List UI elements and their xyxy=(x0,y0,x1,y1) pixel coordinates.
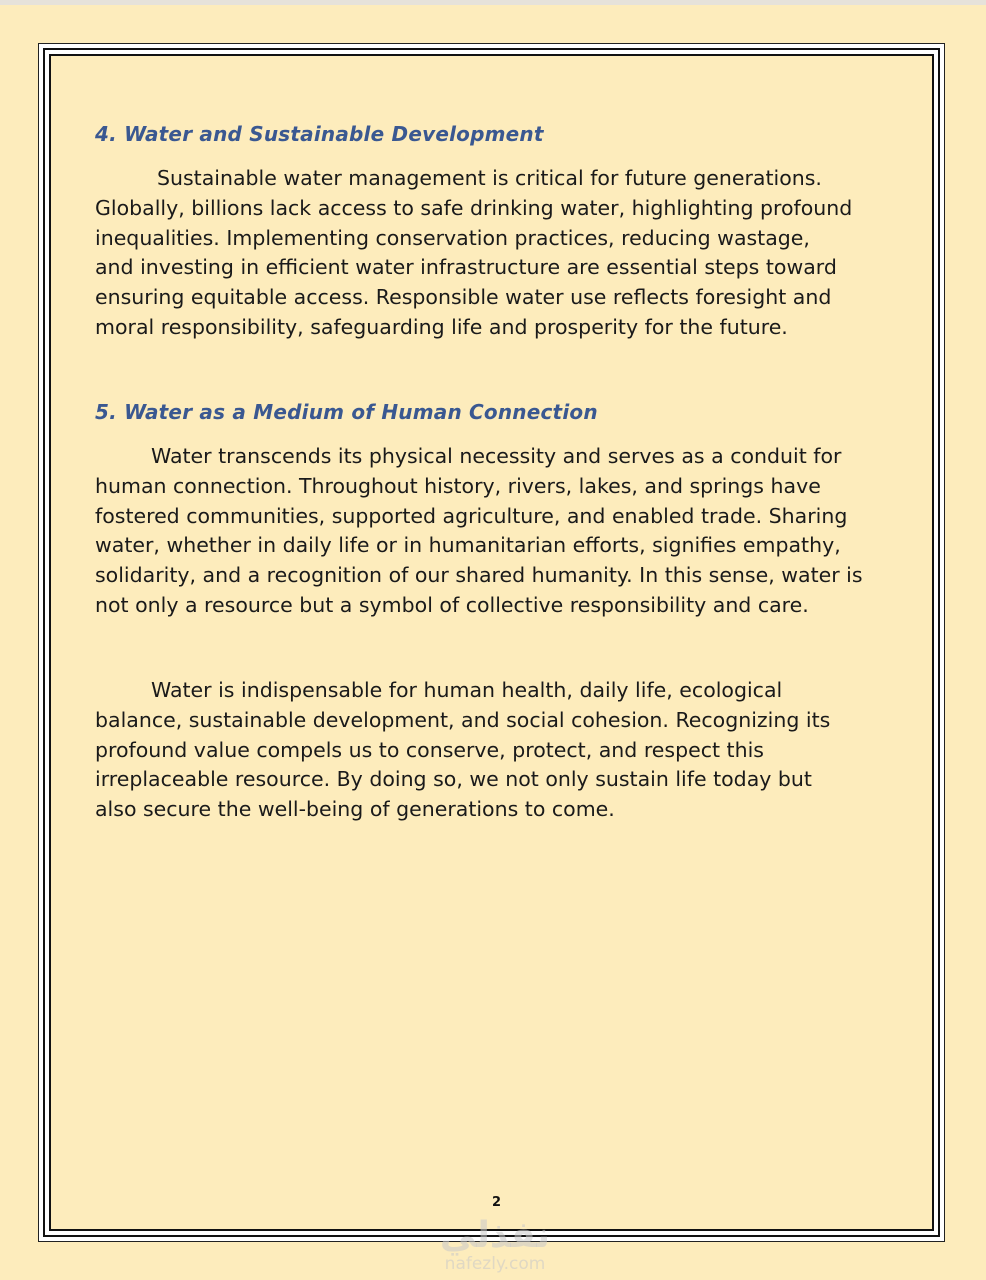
paragraph-line: Sustainable water management is critical for future generations. xyxy=(157,166,822,190)
paragraph-line: solidarity, and a recognition of our shared humanity. In this sense, water is xyxy=(95,563,863,588)
conclusion-paragraph xyxy=(95,676,905,825)
watermark-latin: nafezly.com xyxy=(444,1254,546,1274)
paragraph-line: water, whether in daily life or in humanitarian efforts, signifies empathy, xyxy=(95,533,841,558)
page-number: 2 xyxy=(492,1195,502,1210)
section-5-heading: 5. Water as a Medium of Human Connection xyxy=(95,400,598,424)
paragraph-line: balance, sustainable development, and social cohesion. Recognizing its xyxy=(95,707,831,732)
window-top-edge xyxy=(0,0,986,5)
paragraph-line: Globally, billions lack access to safe drinking water, highlighting profound xyxy=(95,195,853,220)
paragraph-line: also secure the well-being of generations to come. xyxy=(95,797,615,822)
paragraph-line: Water is indispensable for human health, daily life, ecological xyxy=(151,678,783,702)
paragraph-line: ensuring equitable access. Responsible water use reflects foresight and xyxy=(95,285,832,310)
paragraph-line: inequalities. Implementing conservation practices, reducing wastage, xyxy=(95,225,810,250)
watermark-arabic: نفذلي xyxy=(439,1215,551,1256)
paragraph-line: human connection. Throughout history, rivers, lakes, and springs have xyxy=(95,473,821,498)
paragraph-line: not only a resource but a symbol of collective responsibility and care. xyxy=(95,592,809,617)
section-5-paragraph xyxy=(95,442,905,621)
paragraph-line: irreplaceable resource. By doing so, we not only sustain life today but xyxy=(95,767,812,792)
paragraph-line: Water transcends its physical necessity and serves as a conduit for xyxy=(151,444,842,468)
paragraph-line: and investing in efficient water infrastructure are essential steps toward xyxy=(95,255,837,280)
watermark xyxy=(430,1215,560,1274)
section-4-paragraph xyxy=(95,164,905,343)
paragraph-line: moral responsibility, safeguarding life and prosperity for the future. xyxy=(95,314,788,339)
section-4-heading: 4. Water and Sustainable Development xyxy=(95,122,544,146)
paragraph-line: fostered communities, supported agriculture, and enabled trade. Sharing xyxy=(95,503,848,528)
paragraph-line: profound value compels us to conserve, protect, and respect this xyxy=(95,737,764,762)
